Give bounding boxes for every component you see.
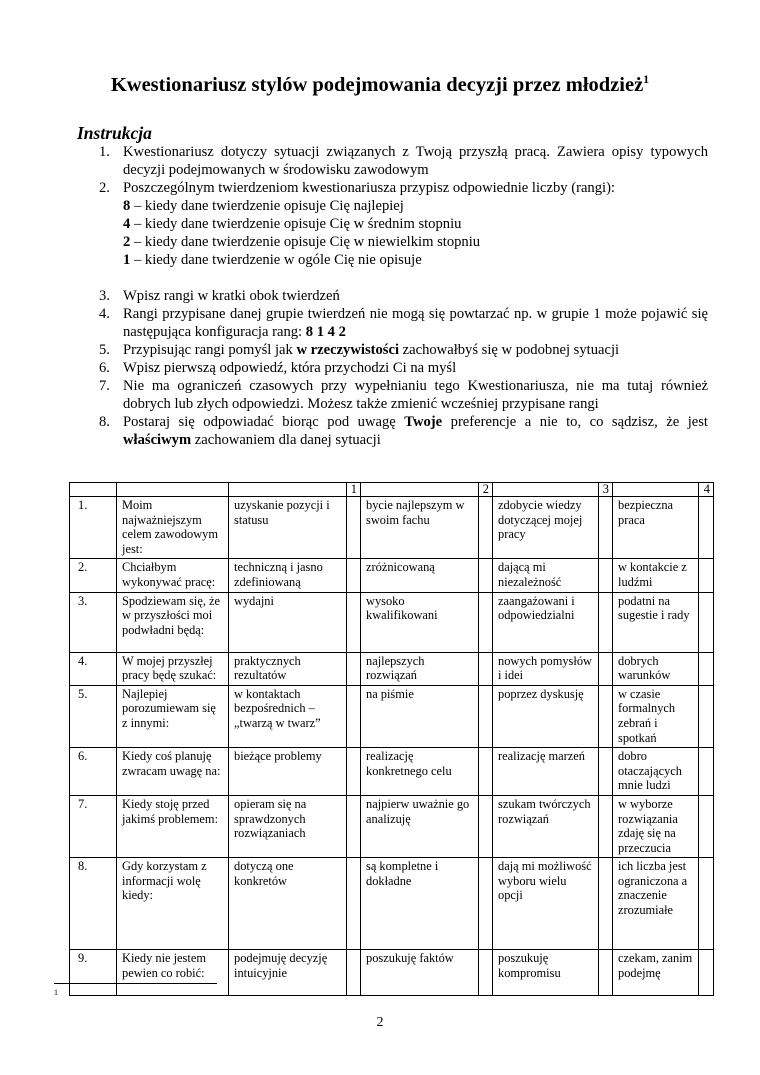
rank-input-box[interactable] <box>347 592 361 652</box>
answer-cell: wysoko kwalifikowani <box>361 592 479 652</box>
answer-cell: zaangażowani i odpowiedzialni <box>493 592 599 652</box>
rank-input-box[interactable] <box>699 685 714 747</box>
instruction-item: 4. Rangi przypisane danej grupie twierdzeń nie mogą się powtarzać np. w grupie 1 może pojawić się następująca konfiguracja rang: 8 1 4 2 <box>99 306 708 340</box>
rank-input-box[interactable] <box>479 685 493 747</box>
header-cell <box>361 483 479 497</box>
table-row <box>70 559 714 592</box>
question-cell: Chciałbym wykonywać pracę: <box>117 559 229 592</box>
answer-cell: opieram się na sprawdzonych rozwiązaniach <box>229 795 347 857</box>
answer-cell: są kompletne i dokładne <box>361 858 479 950</box>
rank-line: 8 – kiedy dane twierdzenie opisuje Cię najlepiej <box>123 198 404 214</box>
instruction-item: 2. Poszczególnym twierdzeniom kwestionariusza przypisz odpowiednie liczby (rangi): 8 – kiedy dane twierdzenie opisuje Cię najlepiej 4 – kiedy dane twierdzenie opisuje Cię w średnim stopniu 2 – kiedy dane twierdzenie opisuje Cię w niewielkim stopniu 1 – kiedy dane twierdzenie w ogóle Cię nie opisuje <box>79 179 708 269</box>
answer-cell: w kontaktach bezpośrednich – „twarzą w twarz” <box>229 685 347 747</box>
rank-input-box[interactable] <box>599 685 613 747</box>
answer-cell: ich liczba jest ograniczona a znaczenie zrozumiałe <box>613 858 699 950</box>
row-number: 3. <box>70 592 117 652</box>
rank-column-header: 1 <box>347 483 361 497</box>
row-number: 2. <box>70 559 117 592</box>
question-cell: Kiedy nie jestem pewien co robić: <box>117 950 229 996</box>
answer-cell: techniczną i jasno zdefiniowaną <box>229 559 347 592</box>
rank-line: 4 – kiedy dane twierdzenie opisuje Cię w średnim stopniu <box>123 216 462 232</box>
rank-column-header: 2 <box>479 483 493 497</box>
instruction-item: 5. Przypisując rangi pomyśl jak w rzeczywistości zachowałbyś się w podobnej sytuacji <box>99 342 620 358</box>
answer-cell: dobro otaczających mnie ludzi <box>613 748 699 796</box>
answer-cell: bezpieczna praca <box>613 497 699 559</box>
question-cell: Gdy korzystam z informacji wolę kiedy: <box>117 858 229 950</box>
row-number: 4. <box>70 652 117 685</box>
rank-input-box[interactable] <box>699 592 714 652</box>
rank-input-box[interactable] <box>699 559 714 592</box>
table-row <box>70 748 714 796</box>
instruction-item: 1. Kwestionariusz dotyczy sytuacji związanych z Twoją przyszłą pracą. Zawiera opisy typowych decyzji podejmowanych w środowisku zawodowym <box>99 144 708 178</box>
rank-input-box[interactable] <box>479 559 493 592</box>
rank-input-box[interactable] <box>347 685 361 747</box>
header-cell <box>229 483 347 497</box>
rank-column-header: 4 <box>699 483 714 497</box>
rank-input-box[interactable] <box>347 858 361 950</box>
rank-input-box[interactable] <box>479 592 493 652</box>
answer-cell: w kontakcie z ludźmi <box>613 559 699 592</box>
row-number: 7. <box>70 795 117 857</box>
answer-cell: dają mi możliwość wyboru wielu opcji <box>493 858 599 950</box>
rank-input-box[interactable] <box>699 950 714 996</box>
rank-input-box[interactable] <box>599 559 613 592</box>
instruction-item: 3. Wpisz rangi w kratki obok twierdzeń <box>99 288 340 304</box>
footnote-separator <box>54 983 217 984</box>
page-number: 2 <box>376 1015 384 1030</box>
table-row <box>70 592 714 652</box>
answer-cell: poszukuję faktów <box>361 950 479 996</box>
rank-input-box[interactable] <box>599 652 613 685</box>
row-number: 6. <box>70 748 117 796</box>
answer-cell: uzyskanie pozycji i statusu <box>229 497 347 559</box>
rank-input-box[interactable] <box>599 592 613 652</box>
answer-cell: bieżące problemy <box>229 748 347 796</box>
table-row <box>70 685 714 747</box>
rank-input-box[interactable] <box>599 795 613 857</box>
instructions-heading: Instrukcja <box>77 123 152 143</box>
answer-cell: najlepszych rozwiązań <box>361 652 479 685</box>
header-cell <box>70 483 117 497</box>
table-row <box>70 652 714 685</box>
question-cell: Spodziewam się, że w przyszłości moi podwładni będą: <box>117 592 229 652</box>
answer-cell: zdobycie wiedzy dotyczącej mojej pracy <box>493 497 599 559</box>
table-row <box>70 497 714 559</box>
question-cell: Moim najważniejszym celem zawodowym jest: <box>117 497 229 559</box>
answer-cell: w wyborze rozwiązania zdaję się na przeczucia <box>613 795 699 857</box>
rank-input-box[interactable] <box>347 950 361 996</box>
rank-input-box[interactable] <box>599 497 613 559</box>
rank-input-box[interactable] <box>599 748 613 796</box>
rank-line: 2 – kiedy dane twierdzenie opisuje Cię w niewielkim stopniu <box>123 234 481 250</box>
rank-input-box[interactable] <box>699 497 714 559</box>
rank-input-box[interactable] <box>479 858 493 950</box>
rank-input-box[interactable] <box>479 748 493 796</box>
title-footnote-mark: 1 <box>643 72 650 86</box>
rank-input-box[interactable] <box>699 652 714 685</box>
rank-input-box[interactable] <box>699 748 714 796</box>
row-number: 1. <box>70 497 117 559</box>
answer-cell: dającą mi niezależność <box>493 559 599 592</box>
answer-cell: czekam, zanim podejmę <box>613 950 699 996</box>
header-cell <box>493 483 599 497</box>
instruction-item: 7. Nie ma ograniczeń czasowych przy wypełnianiu tego Kwestionariusza, nie ma tutaj również dobrych lub złych odpowiedzi. Możesz także zmienić wcześniej przypisane rangi <box>99 378 708 412</box>
row-number: 8. <box>70 858 117 950</box>
rank-input-box[interactable] <box>347 795 361 857</box>
row-number: 9. <box>70 950 117 996</box>
question-cell: Najlepiej porozumiewam się z innymi: <box>117 685 229 747</box>
answer-cell: poprzez dyskusję <box>493 685 599 747</box>
question-cell: Kiedy stoję przed jakimś problemem: <box>117 795 229 857</box>
rank-input-box[interactable] <box>699 858 714 950</box>
answer-cell: nowych pomysłów i idei <box>493 652 599 685</box>
answer-cell: realizację marzeń <box>493 748 599 796</box>
footnote-mark: 1 <box>54 988 58 997</box>
header-cell <box>117 483 229 497</box>
answer-cell: najpierw uważnie go analizuję <box>361 795 479 857</box>
header-cell <box>613 483 699 497</box>
rank-input-box[interactable] <box>347 748 361 796</box>
instructions-list <box>79 143 708 449</box>
instruction-item: 6. Wpisz pierwszą odpowiedź, która przychodzi Ci na myśl <box>99 360 457 376</box>
answer-cell: praktycznych rezultatów <box>229 652 347 685</box>
answer-cell: bycie najlepszym w swoim fachu <box>361 497 479 559</box>
rank-input-box[interactable] <box>479 652 493 685</box>
table-row <box>70 858 714 950</box>
answer-cell: na piśmie <box>361 685 479 747</box>
rank-input-box[interactable] <box>699 795 714 857</box>
answer-cell: dotyczą one konkretów <box>229 858 347 950</box>
rank-line: 1 – kiedy dane twierdzenie w ogóle Cię nie opisuje <box>123 252 422 268</box>
rank-input-box[interactable] <box>347 497 361 559</box>
table-row <box>70 950 714 996</box>
rank-input-box[interactable] <box>479 497 493 559</box>
rank-input-box[interactable] <box>479 795 493 857</box>
question-cell: W mojej przyszłej pracy będę szukać: <box>117 652 229 685</box>
question-cell: Kiedy coś planuję zwracam uwagę na: <box>117 748 229 796</box>
answer-cell: wydajni <box>229 592 347 652</box>
table-header-row <box>70 483 714 497</box>
table-row <box>70 795 714 857</box>
rank-input-box[interactable] <box>347 652 361 685</box>
title-text: Kwestionariusz stylów podejmowania decyzji przez młodzież <box>110 73 644 96</box>
instruction-item: 8. Postaraj się odpowiadać biorąc pod uwagę Twoje preferencje a nie to, co sądzisz, że jest właściwym zachowaniem dla danej sytuacji <box>99 414 708 448</box>
rank-column-header: 3 <box>599 483 613 497</box>
page-title <box>0 72 760 97</box>
rank-input-box[interactable] <box>479 950 493 996</box>
answer-cell: podejmuję decyzję intuicyjnie <box>229 950 347 996</box>
answer-cell: zróżnicowaną <box>361 559 479 592</box>
rank-input-box[interactable] <box>599 950 613 996</box>
rank-input-box[interactable] <box>599 858 613 950</box>
answer-cell: w czasie formalnych zebrań i spotkań <box>613 685 699 747</box>
questionnaire-table <box>69 482 714 996</box>
answer-cell: dobrych warunków <box>613 652 699 685</box>
answer-cell: realizację konkretnego celu <box>361 748 479 796</box>
row-number: 5. <box>70 685 117 747</box>
rank-input-box[interactable] <box>347 559 361 592</box>
answer-cell: szukam twórczych rozwiązań <box>493 795 599 857</box>
answer-cell: poszukuję kompromisu <box>493 950 599 996</box>
answer-cell: podatni na sugestie i rady <box>613 592 699 652</box>
